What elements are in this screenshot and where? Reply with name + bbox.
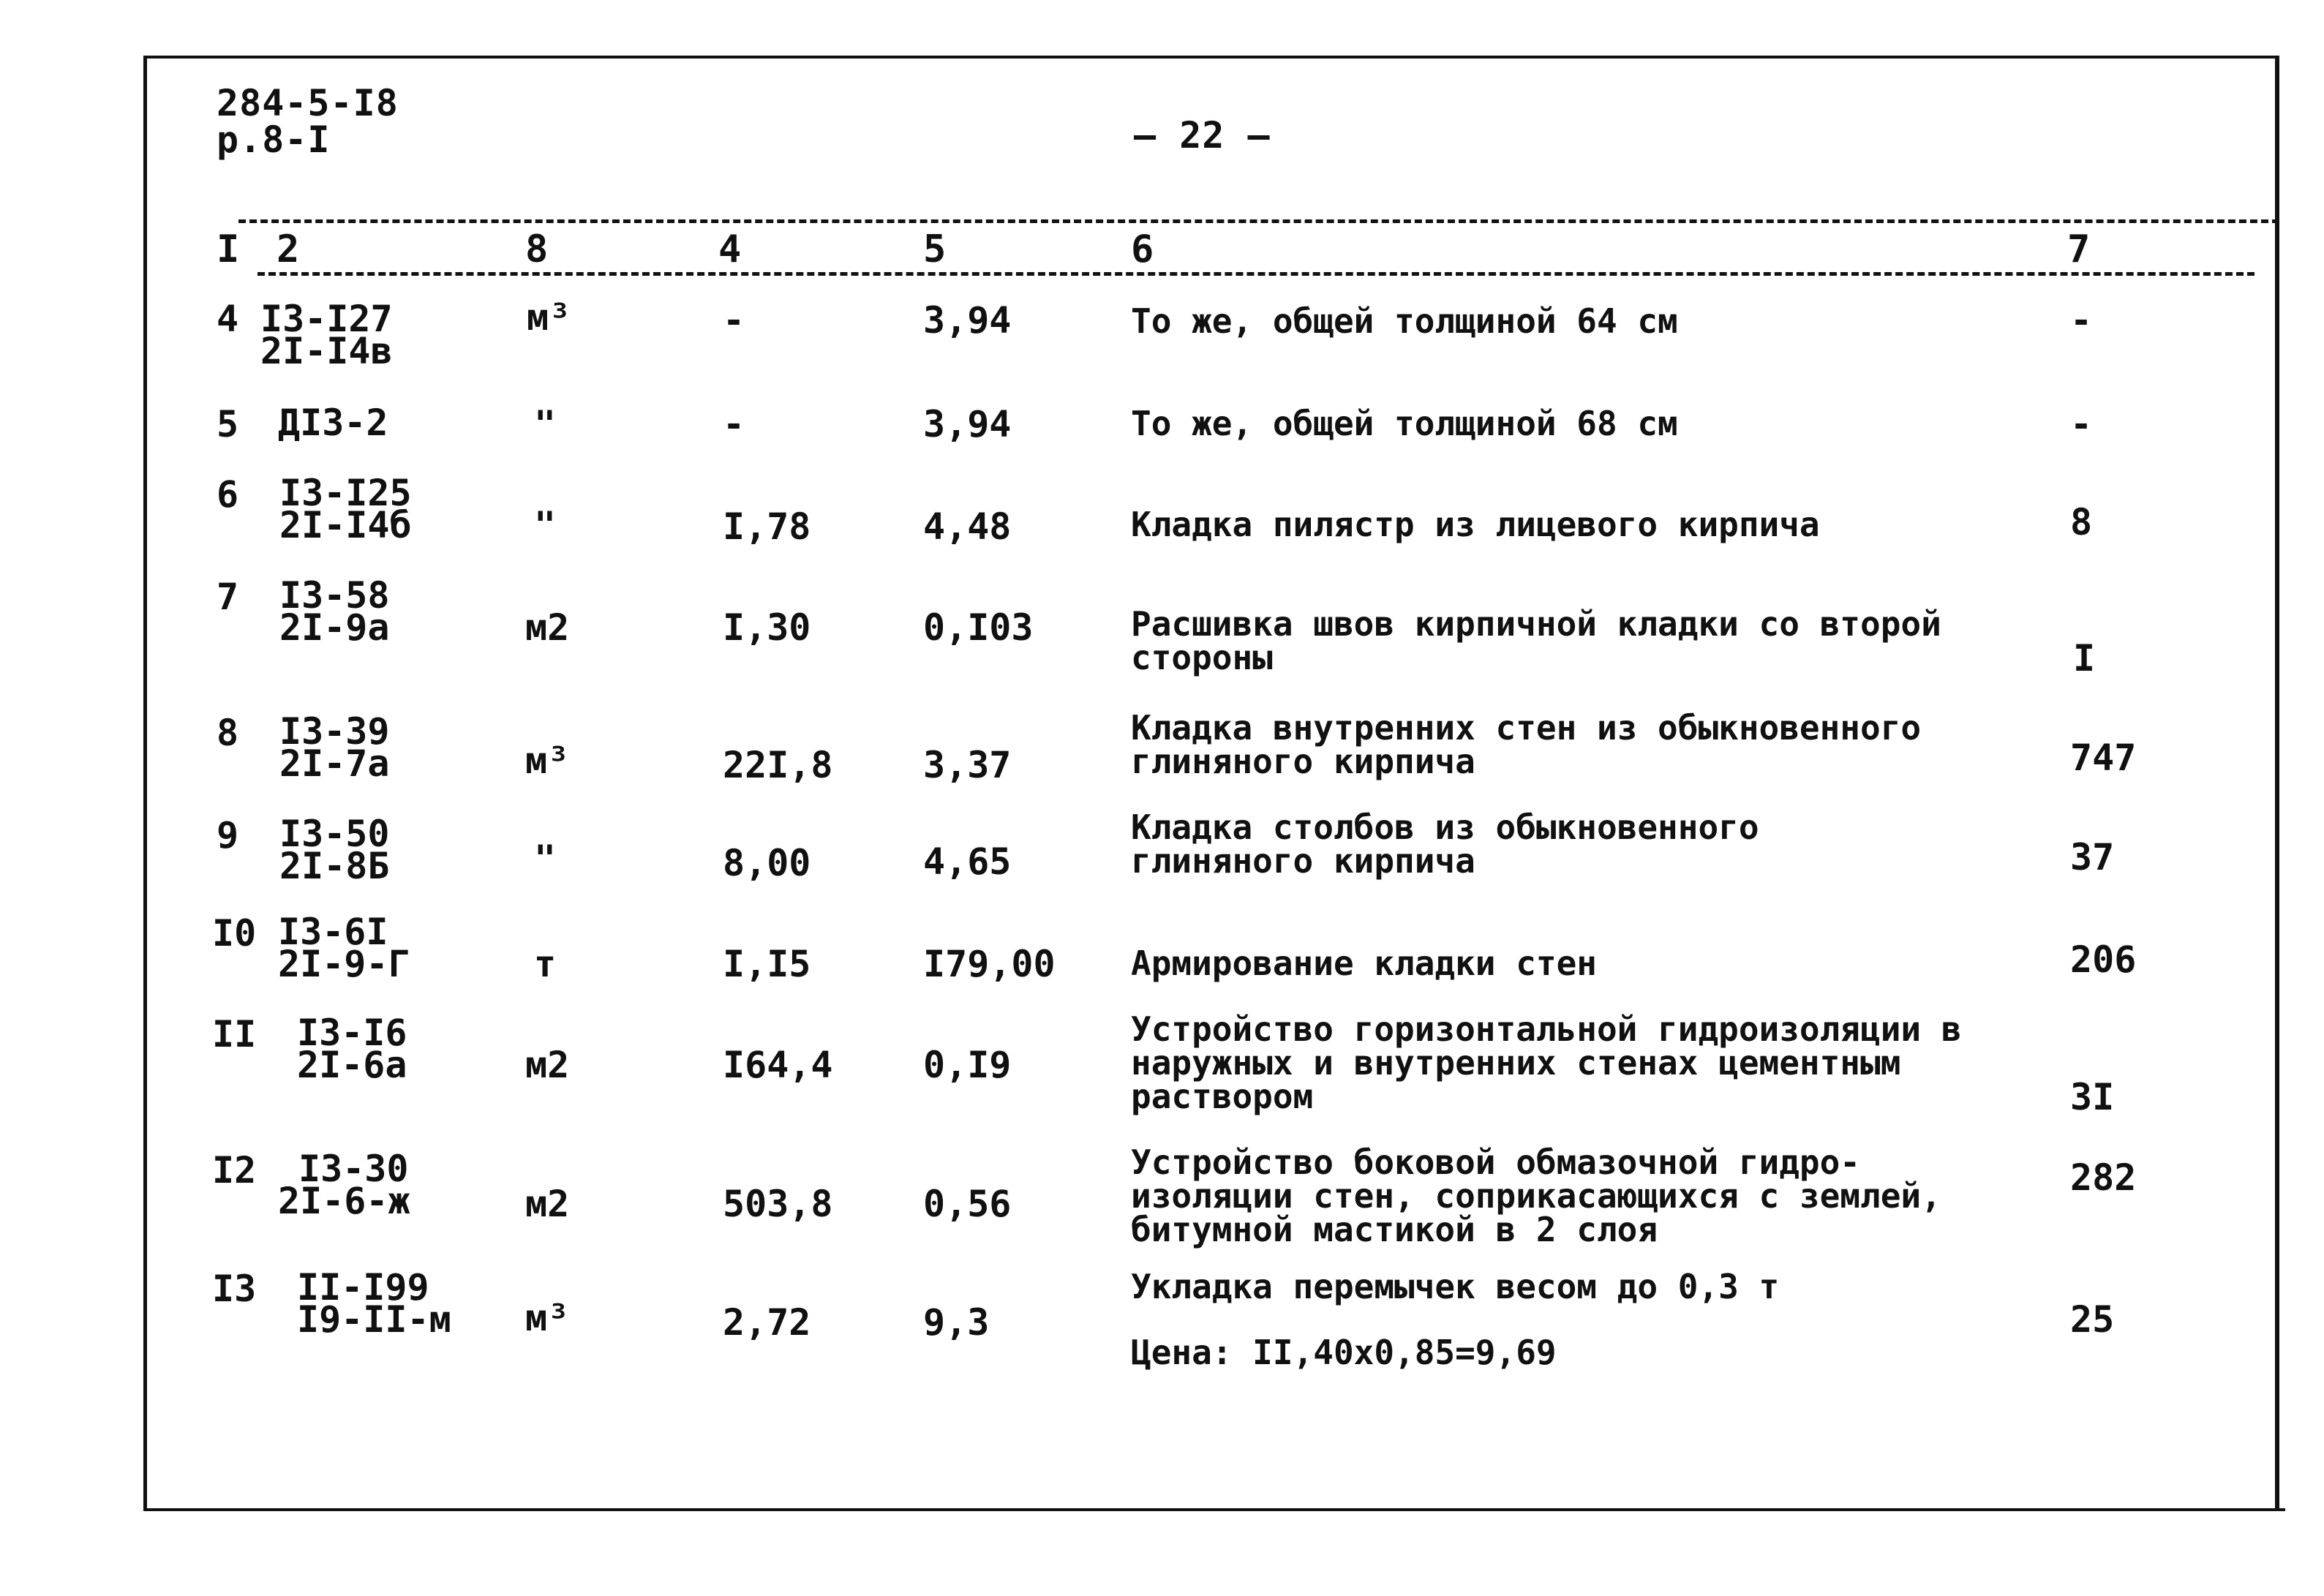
unit: м³ [525, 739, 570, 782]
work-description: Кладка пилястр из лицевого кирпича [1131, 505, 1820, 544]
price: 3,94 [923, 403, 1012, 445]
total: 747 [2070, 737, 2137, 779]
norm-code: I3-I25 2I-I4б [279, 472, 412, 546]
doc-code-line2: p.8-I [217, 118, 331, 161]
price: 0,I03 [923, 606, 1034, 649]
price: 0,56 [923, 1183, 1012, 1225]
quantity: 503,8 [723, 1183, 833, 1225]
quantity: 8,00 [723, 842, 811, 884]
quantity: 22I,8 [723, 744, 833, 786]
total: - [2070, 403, 2093, 445]
row-number: I3 [212, 1268, 257, 1310]
unit: м2 [525, 606, 570, 649]
total: - [2070, 299, 2093, 342]
page-number: — 22 — [1134, 114, 1271, 157]
row-number: 6 [217, 473, 239, 516]
column-header-6: 6 [1131, 227, 1155, 271]
unit: " [534, 403, 557, 445]
total: I [2073, 637, 2096, 680]
column-header-2: 2 [277, 227, 301, 271]
work-description: Кладка внутренних стен из обыкновенного глиняного кирпича [1131, 708, 1922, 781]
work-description: Устройство боковой обмазочной гидро- изоляции стен, соприкасающихся с землей, битумной мастикой в 2 слоя [1131, 1143, 1941, 1249]
unit: м³ [527, 296, 571, 339]
price: 4,65 [923, 840, 1012, 883]
column-header-3: 8 [525, 227, 549, 271]
total: 8 [2070, 501, 2093, 543]
column-header-5: 5 [923, 227, 947, 271]
doc-code-line1: 284-5-I8 [217, 82, 399, 124]
norm-code: I3-6I 2I-9-Г [278, 911, 410, 985]
norm-code: I3-50 2I-8Б [279, 813, 390, 887]
quantity: 2,72 [723, 1301, 811, 1344]
quantity: I64,4 [723, 1044, 833, 1086]
price: I79,00 [923, 943, 1056, 985]
price-calculation: Цена: II,40х0,85=9,69 [1131, 1333, 1557, 1372]
work-description: Устройство горизонтальной гидроизоляции в наружных и внутренних стенах цементным раствором [1131, 1009, 1962, 1116]
total: 37 [2070, 836, 2115, 878]
price: 3,94 [923, 299, 1012, 342]
total: 25 [2070, 1298, 2115, 1341]
row-number: 5 [217, 403, 239, 445]
price: 0,I9 [923, 1044, 1012, 1086]
row-number: 8 [217, 712, 239, 754]
header-dashed-rule-bottom [257, 272, 2255, 276]
norm-code: I3-39 2I-7а [279, 710, 390, 785]
norm-code: I3-58 2I-9а [279, 574, 390, 649]
total: 282 [2070, 1156, 2137, 1199]
work-description: Кладка столбов из обыкновенного глиняного кирпича [1131, 808, 1759, 881]
norm-code: I3-30 2I-6-ж [278, 1148, 410, 1222]
quantity: - [723, 403, 745, 445]
work-description: Укладка перемычек весом до 0,3 т [1131, 1267, 1780, 1306]
work-description: Расшивка швов кирпичной кладки со второй стороны [1131, 604, 1941, 677]
column-header-4: 4 [718, 227, 742, 271]
header-dashed-rule-top [238, 219, 2279, 223]
quantity: - [723, 299, 745, 342]
quantity: I,30 [723, 606, 811, 649]
unit: м2 [525, 1044, 570, 1086]
price: 4,48 [923, 505, 1012, 548]
work-description: То же, общей толщиной 64 см [1131, 301, 1678, 341]
row-number: I0 [212, 912, 257, 955]
price: 3,37 [923, 744, 1012, 786]
row-number: I2 [212, 1149, 257, 1192]
work-description: Армирование кладки стен [1131, 944, 1597, 983]
document-code [217, 82, 399, 161]
quantity: I,78 [723, 505, 811, 548]
price: 9,3 [923, 1301, 990, 1344]
row-number: 4 [217, 298, 239, 340]
row-number: 7 [217, 576, 239, 618]
row-number: II [212, 1013, 257, 1055]
row-number: 9 [217, 814, 239, 857]
norm-code: II-I99 I9-II-м [297, 1266, 451, 1341]
quantity: I,I5 [723, 943, 811, 985]
bottom-rule [143, 1508, 2285, 1511]
unit: " [534, 837, 557, 880]
unit: м2 [525, 1183, 570, 1225]
unit: " [534, 504, 557, 546]
column-header-1: I [217, 227, 241, 271]
norm-code: I3-I6 2I-6а [297, 1012, 407, 1086]
norm-code: ДI3-2 [278, 402, 388, 444]
column-header-7: 7 [2067, 227, 2091, 271]
unit: т [534, 943, 557, 985]
norm-code: I3-I27 2I-I4в [260, 298, 393, 372]
total: 3I [2070, 1076, 2115, 1118]
work-description: То же, общей толщиной 68 см [1131, 404, 1678, 443]
total: 206 [2070, 938, 2137, 981]
unit: м³ [525, 1297, 570, 1339]
